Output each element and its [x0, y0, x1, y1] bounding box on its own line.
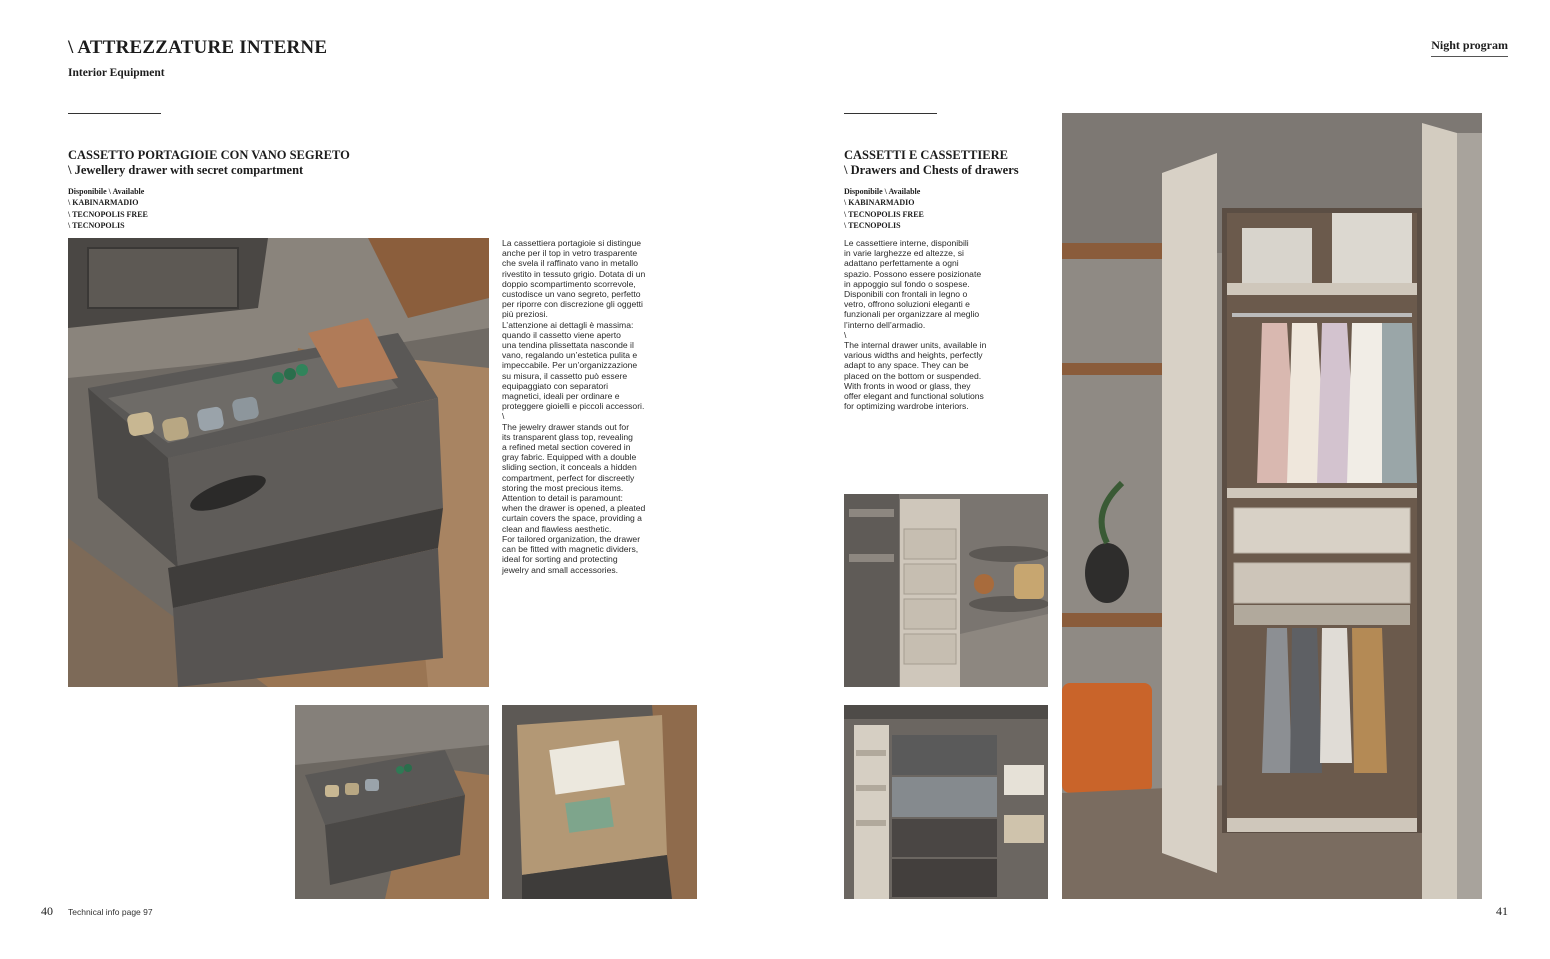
availability-item: \ TECNOPOLIS	[68, 220, 125, 230]
section-title: \ ATTREZZATURE INTERNE	[68, 37, 328, 58]
availability-heading: Disponibile \ Available	[68, 187, 145, 196]
page-number-left: 40	[41, 904, 53, 918]
glass-front-drawers-photo	[844, 705, 1048, 899]
availability-heading: Disponibile \ Available	[844, 187, 921, 196]
secret-compartment-photo	[502, 705, 697, 899]
availability-item: \ KABINARMADIO	[844, 198, 915, 208]
page-number-right: 41	[1496, 904, 1508, 918]
availability-item: \ TECNOPOLIS	[844, 220, 901, 230]
open-wardrobe-photo	[1062, 113, 1482, 899]
section-subtitle: Interior Equipment	[68, 67, 165, 79]
availability-list-left	[68, 186, 148, 231]
product-title-left	[68, 148, 350, 178]
availability-item: \ TECNOPOLIS FREE	[68, 209, 148, 219]
product-title-en: \ Drawers and Chests of drawers	[844, 163, 1019, 177]
divider-rule-right	[844, 113, 937, 114]
product-title-right	[844, 148, 1019, 178]
availability-item: \ KABINARMADIO	[68, 198, 139, 208]
divider-rule-left	[68, 113, 161, 114]
product-description-right: Le cassettiere interne, disponibili in varie larghezze ed altezze, si adattano perfettamente a ogni spazio. Possono essere posizionate in appoggio sul fondo o sospese. Disponibili con frontali in legno o vetro, offrono soluzioni eleganti e funzionali per organizzare al meglio l’interno dell’armadio. \ The internal drawer units, available in various widths and heights, perfectly adapt to any space. They can be placed on the bottom or suspended. With fronts in wood or glass, they offer elegant and functional solutions for optimizing wardrobe interiors.	[844, 238, 987, 412]
chest-of-drawers-photo	[844, 494, 1048, 687]
technical-info-link[interactable]: Technical info page 97	[68, 907, 153, 917]
product-title-en: \ Jewellery drawer with secret compartment	[68, 163, 304, 177]
product-description-left: La cassettiera portagioie si distingue anche per il top in vetro trasparente che svela il raffinato vano in metallo rivestito in tessuto grigio. Dotata di un doppio scompartimento scorrevole, custodisce un vano segreto, perfetto per riporre con discrezione gli oggetti più preziosi. L’attenzione ai dettagli è massima: quando il cassetto viene aperto una tendina plissettata nasconde il vano, regalando un’estetica pulita e impeccabile. Per un’organizzazione su misura, il cassetto può essere equipaggiato con separatori magnetici, ideali per ordinare e proteggere gioielli e piccoli accessori. \ The jewelry drawer stands out for its transparent glass top, revealing a refined metal section covered in gray fabric. Equipped with a double sliding section, it conceals a hidden compartment, perfect for discreetly storing the most precious items. Attention to detail is paramount: when the drawer is opened, a pleated curtain covers the space, providing a clean and flawless aesthetic. For tailored organization, the drawer can be fitted with magnetic dividers, ideal for sorting and protecting jewelry and small accessories.	[502, 238, 646, 575]
night-program-label: Night program	[1431, 38, 1508, 57]
availability-list-right	[844, 186, 924, 231]
availability-item: \ TECNOPOLIS FREE	[844, 209, 924, 219]
product-title-it: CASSETTO PORTAGIOIE CON VANO SEGRETO	[68, 148, 350, 162]
jewellery-drawer-photo	[68, 238, 489, 687]
jewellery-drawer-detail-photo-1	[295, 705, 489, 899]
product-title-it: CASSETTI E CASSETTIERE	[844, 148, 1008, 162]
